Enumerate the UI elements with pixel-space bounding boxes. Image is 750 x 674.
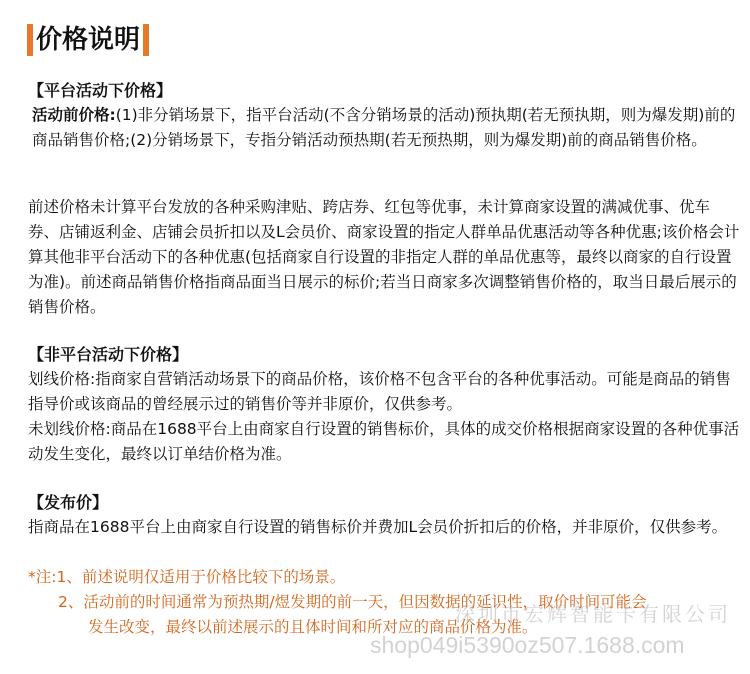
pre-activity-label: 活动前价格: [32, 106, 116, 124]
note-2a: 2、活动前的时间通常为预热期/煜发期的前一天，但因数据的延识性，取价时间可能会 [58, 593, 647, 611]
nonplatform-heading: 【非平台活动下价格】 [28, 345, 189, 364]
platform-text [28, 103, 740, 153]
non-strikethrough-price-text: 未划线价格:商品在1688平台上由商家自行设置的销售标价，具体的成交价格根据商家设置的各种优事活动发生变化，最终以订单结价格为准。 [28, 420, 740, 463]
note-2b: 发生改变，最终以前述展示的且体时间和所对应的商品价格为准。 [88, 618, 538, 636]
pre-activity-text: (1)非分销场景下，指平台活动(不含分销场景的活动)预执期(若无预执期，则为爆发期)前的商品销售价格;(2)分销场景下，专指分销活动预热期(若无预热期，则为爆发期)前的商品销售价格。 [32, 106, 736, 149]
platform-section [28, 78, 740, 153]
watermark-company: 深圳市宏辉智能卡有限公司 [455, 604, 731, 626]
platform-heading: 【平台活动下价格】 [28, 81, 173, 100]
strikethrough-price-text: 划线价格:指商家自营销活动场景下的商品价格，该价格不包含平台的各种优事活动。可能是商品的销售指导价或该商品的曾经展示过的销售价等并非原价，仅供参考。 [28, 370, 731, 413]
publish-section [28, 490, 740, 540]
note-1: *注:1、前述说明仅适用于价格比较下的场景。 [28, 568, 346, 586]
watermark-url: shop049i5390oz507.1688.com [370, 632, 685, 658]
publish-heading: 【发布价】 [28, 493, 109, 512]
publish-text: 指商品在1688平台上由商家自行设置的销售标价并费加L会员价折扣后的价格，并非原价，仅供参考。 [28, 518, 728, 536]
nonplatform-section [28, 342, 740, 467]
platform-para2: 前述价格未计算平台发放的各种采购津贴、跨店券、红包等优事，未计算商家设置的满减优事、优车券、店铺返利金、店铺会员折扣以及L会员价、商家设置的指定人群单品优惠活动等各种优惠;该价格会计算其他非平台活动下的各种优惠(包括商家自行设置的非指定人群的单品优惠等，最终以商家的自行设置为准)。前述商品销售价格指商品面当日展示的标价;若当日商家多次调整销售价格的，取当日最后展示的销售价格。 [28, 198, 740, 316]
page-title: 价格说明 [27, 24, 149, 56]
